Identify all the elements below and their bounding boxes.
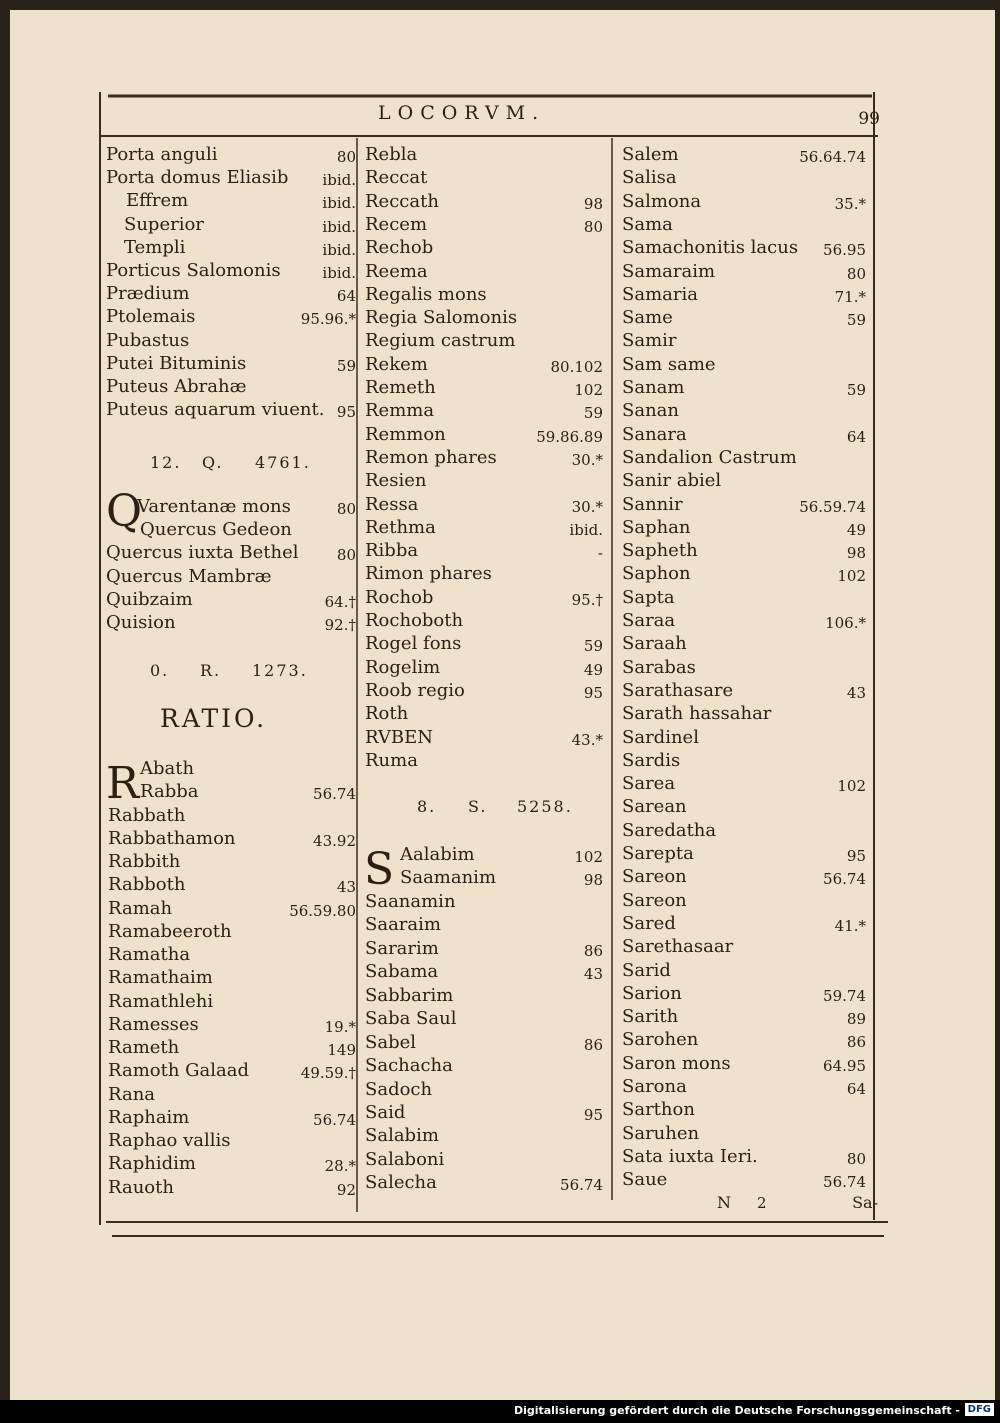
index-entry-name: Sanan xyxy=(622,400,679,421)
index-entry-name: Sarthon xyxy=(622,1099,695,1120)
signature-mark: N xyxy=(717,1193,731,1212)
index-entry-ref: 86 xyxy=(583,1036,603,1054)
index-entry-ref: ibid. xyxy=(322,241,356,259)
index-entry-ref: 102 xyxy=(574,848,603,866)
index-entry-name: Sarethasaar xyxy=(622,936,734,957)
index-entry-name: Quibzaim xyxy=(106,589,193,610)
index-entry-ref: 80.102 xyxy=(550,358,603,376)
index-entry-name: Rabbith xyxy=(108,851,181,872)
index-entry-name: Ruma xyxy=(365,750,418,771)
index-entry-ref: 149 xyxy=(327,1041,356,1059)
index-entry-ref: 56.74 xyxy=(823,1173,866,1191)
footer-credit: Digitalisierung gefördert durch die Deutsche Forschungsgemeinschaft - xyxy=(513,1404,960,1417)
index-entry-ref: 86 xyxy=(583,942,603,960)
section-q-count: 4761. xyxy=(255,453,311,472)
index-entry-name: Varentanæ mons xyxy=(137,496,291,517)
section-s-number: 8. xyxy=(417,797,437,816)
index-entry-name: Rochob xyxy=(365,587,434,608)
index-entry-ref: ibid. xyxy=(322,218,356,236)
index-entry-name: Sam same xyxy=(622,354,716,375)
index-entry-name: Porta anguli xyxy=(106,144,218,165)
index-entry-name: Remeth xyxy=(365,377,436,398)
section-r-number: 0. xyxy=(150,661,170,680)
index-entry-name: Sabel xyxy=(365,1032,416,1053)
index-entry-name: Rameth xyxy=(108,1037,180,1058)
index-entry-ref: 19.* xyxy=(324,1018,356,1036)
index-entry-name: Sarathasare xyxy=(622,680,734,701)
index-entry-name: Sarabas xyxy=(622,657,696,678)
index-entry-name: Sardis xyxy=(622,750,681,771)
index-entry-ref: 89 xyxy=(846,1010,866,1028)
index-entry-name: Sarona xyxy=(622,1076,687,1097)
index-entry-name: Rabboth xyxy=(108,874,186,895)
index-entry-name: Rimon phares xyxy=(365,563,492,584)
index-entry-name: Sandalion Castrum xyxy=(622,447,797,468)
index-entry-ref: 92.† xyxy=(324,616,356,634)
section-heading-ratio: RATIO. xyxy=(160,704,268,733)
index-entry-ref: 71.* xyxy=(834,288,866,306)
index-entry-name: Sannir xyxy=(622,494,683,515)
index-entry-name: Ramah xyxy=(108,898,173,919)
index-entry-name: Salmona xyxy=(622,191,702,212)
index-entry-name: Sarea xyxy=(622,773,676,794)
index-entry-name: Quercus iuxta Bethel xyxy=(106,542,299,563)
index-entry-ref: 43 xyxy=(583,965,603,983)
index-entry-ref: 95 xyxy=(583,684,603,702)
index-entry-name: Superior xyxy=(124,214,204,235)
index-entry-ref: 80 xyxy=(846,1150,866,1168)
index-entry-name: Ramesses xyxy=(108,1014,199,1035)
index-entry-name: Sabama xyxy=(365,961,439,982)
signature-number: 2 xyxy=(757,1194,767,1212)
index-entry-name: Rochoboth xyxy=(365,610,464,631)
index-entry-name: Samaria xyxy=(622,284,698,305)
index-entry-name: Quision xyxy=(106,612,176,633)
index-entry-ref: 95.† xyxy=(571,591,603,609)
index-entry-ref: 102 xyxy=(837,567,866,585)
section-q-number: 12. xyxy=(150,453,182,472)
index-entry-name: Sarith xyxy=(622,1006,679,1027)
index-entry-name: Recem xyxy=(365,214,428,235)
index-entry-name: Abath xyxy=(140,758,195,779)
index-entry-name: Puteus aquarum viuent. xyxy=(106,399,325,420)
index-entry-ref: 59.86.89 xyxy=(536,428,603,446)
index-entry-name: Saphan xyxy=(622,517,691,538)
index-entry-name: Saue xyxy=(622,1169,668,1190)
index-entry-ref: 80 xyxy=(336,148,356,166)
index-entry-name: Sarepta xyxy=(622,843,694,864)
index-entry-name: Salaboni xyxy=(365,1149,445,1170)
index-entry-name: Salem xyxy=(622,144,679,165)
index-entry-name: Sarean xyxy=(622,796,687,817)
page-number: 99 xyxy=(858,109,880,129)
index-entry-name: Rethma xyxy=(365,517,436,538)
index-entry-ref: 59 xyxy=(846,311,866,329)
index-entry-ref: 86 xyxy=(846,1033,866,1051)
index-entry-name: Reccat xyxy=(365,167,428,188)
index-entry-ref: 56.59.74 xyxy=(799,498,866,516)
index-entry-name: Ramabeeroth xyxy=(108,921,232,942)
index-entry-name: Saredatha xyxy=(622,820,717,841)
index-entry-name: Resien xyxy=(365,470,427,491)
index-entry-ref: 56.64.74 xyxy=(799,148,866,166)
index-entry-ref: 43.* xyxy=(571,731,603,749)
index-entry-ref: 49 xyxy=(583,661,603,679)
index-entry-name: Rabbath xyxy=(108,805,186,826)
index-entry-name: Saba Saul xyxy=(365,1008,457,1029)
index-entry-name: Roob regio xyxy=(365,680,465,701)
index-entry-ref: ibid. xyxy=(569,521,603,539)
index-entry-name: Sararim xyxy=(365,938,439,959)
index-entry-ref: 30.* xyxy=(571,451,603,469)
index-entry-ref: 64.95 xyxy=(823,1057,866,1075)
index-entry-ref: 64 xyxy=(846,1080,866,1098)
index-entry-ref: 28.* xyxy=(324,1157,356,1175)
index-entry-ref: 59.74 xyxy=(823,987,866,1005)
index-entry-name: Saruhen xyxy=(622,1123,700,1144)
index-entry-ref: 102 xyxy=(574,381,603,399)
index-entry-ref: 59 xyxy=(583,637,603,655)
index-entry-name: Rebla xyxy=(365,144,418,165)
index-entry-name: Samachonitis lacus xyxy=(622,237,799,258)
index-entry-name: Rabba xyxy=(140,781,199,802)
index-entry-name: Salabim xyxy=(365,1125,439,1146)
index-entry-ref: 43 xyxy=(336,878,356,896)
index-entry-name: Effrem xyxy=(126,190,189,211)
index-entry-name: Sanir abiel xyxy=(622,470,722,491)
index-entry-ref: 43.92 xyxy=(313,832,356,850)
index-entry-ref: ibid. xyxy=(322,194,356,212)
index-entry-name: Quercus Gedeon xyxy=(140,519,292,540)
index-entry-name: Sarion xyxy=(622,983,682,1004)
index-entry-ref: 56.74 xyxy=(823,870,866,888)
index-entry-ref: 59 xyxy=(336,357,356,375)
index-entry-name: Regium castrum xyxy=(365,330,516,351)
index-entry-ref: 98 xyxy=(583,195,603,213)
index-entry-name: Reccath xyxy=(365,191,439,212)
index-entry-name: Raphidim xyxy=(108,1153,196,1174)
index-entry-name: Sared xyxy=(622,913,676,934)
digitization-footer xyxy=(0,1400,1000,1423)
index-entry-name: Ramoth Galaad xyxy=(108,1060,250,1081)
index-entry-ref: 30.* xyxy=(571,498,603,516)
index-entry-name: Sanam xyxy=(622,377,685,398)
index-entry-name: Ptolemais xyxy=(106,306,196,327)
index-entry-name: Rogelim xyxy=(365,657,441,678)
index-entry-ref: 64.† xyxy=(324,593,356,611)
index-entry-name: Saraa xyxy=(622,610,676,631)
index-entry-name: Saaraim xyxy=(365,914,441,935)
section-s-letter: S. xyxy=(468,797,488,816)
index-entry-name: Rabbathamon xyxy=(108,828,236,849)
section-r-letter: R. xyxy=(200,661,222,680)
index-entry-ref: 98 xyxy=(583,871,603,889)
index-entry-name: Sardinel xyxy=(622,727,699,748)
index-entry-ref: 56.59.80 xyxy=(289,902,356,920)
index-entry-name: Sata iuxta Ieri. xyxy=(622,1146,758,1167)
index-entry-name: Reema xyxy=(365,261,428,282)
index-entry-name: Sareon xyxy=(622,890,687,911)
index-entry-name: Salecha xyxy=(365,1172,437,1193)
drop-cap-q: Q xyxy=(106,486,143,537)
index-entry-ref: 41.* xyxy=(834,917,866,935)
index-entry-name: Ramathlehi xyxy=(108,991,214,1012)
index-entry-ref: 80 xyxy=(846,265,866,283)
index-entry-ref: 64 xyxy=(336,287,356,305)
index-entry-name: Roth xyxy=(365,703,409,724)
index-entry-name: Sanara xyxy=(622,424,687,445)
index-entry-name: Rekem xyxy=(365,354,428,375)
index-entry-ref: 56.74 xyxy=(313,785,356,803)
index-entry-name: Saphon xyxy=(622,563,691,584)
index-entry-name: Porticus Salomonis xyxy=(106,260,281,281)
running-header: LOCORVM. xyxy=(378,102,546,124)
index-entry-name: Saraah xyxy=(622,633,687,654)
index-entry-name: Sabbarim xyxy=(365,985,454,1006)
section-r-count: 1273. xyxy=(252,661,308,680)
index-entry-name: Sarid xyxy=(622,960,671,981)
index-entry-ref: - xyxy=(597,544,603,562)
index-entry-ref: 95 xyxy=(846,847,866,865)
index-entry-name: Said xyxy=(365,1102,406,1123)
index-entry-name: Puteus Abrahæ xyxy=(106,376,247,397)
index-entry-name: Aalabim xyxy=(400,844,475,865)
index-entry-ref: 56.74 xyxy=(313,1111,356,1129)
index-entry-name: Porta domus Eliasib xyxy=(106,167,289,188)
index-entry-ref: 59 xyxy=(583,404,603,422)
index-entry-ref: 106.* xyxy=(825,614,866,632)
index-entry-name: Ressa xyxy=(365,494,419,515)
index-entry-name: Prædium xyxy=(106,283,190,304)
index-entry-name: RVBEN xyxy=(365,727,434,748)
index-entry-name: Remmon xyxy=(365,424,446,445)
section-s-count: 5258. xyxy=(517,797,573,816)
index-entry-name: Pubastus xyxy=(106,330,190,351)
index-entry-ref: ibid. xyxy=(322,264,356,282)
index-entry-name: Templi xyxy=(124,237,186,258)
index-entry-ref: 80 xyxy=(583,218,603,236)
index-entry-ref: 95 xyxy=(583,1106,603,1124)
index-entry-name: Raphaim xyxy=(108,1107,190,1128)
index-entry-ref: 43 xyxy=(846,684,866,702)
index-entry-name: Quercus Mambræ xyxy=(106,566,272,587)
index-entry-ref: 56.74 xyxy=(560,1176,603,1194)
index-entry-name: Regalis mons xyxy=(365,284,487,305)
index-entry-name: Remma xyxy=(365,400,435,421)
index-entry-name: Regia Salomonis xyxy=(365,307,518,328)
index-entry-ref: 102 xyxy=(837,777,866,795)
index-entry-name: Saron mons xyxy=(622,1053,731,1074)
index-entry-ref: 80 xyxy=(336,500,356,518)
index-entry-name: Salisa xyxy=(622,167,677,188)
index-entry-name: Rana xyxy=(108,1084,156,1105)
index-entry-name: Rauoth xyxy=(108,1177,174,1198)
drop-cap-r: R xyxy=(106,758,140,809)
index-entry-name: Rechob xyxy=(365,237,434,258)
index-entry-ref: 49.59.† xyxy=(300,1064,356,1082)
index-entry-ref: 35.* xyxy=(834,195,866,213)
catchword: Sa- xyxy=(852,1193,878,1212)
index-entry-ref: ibid. xyxy=(322,171,356,189)
index-entry-name: Same xyxy=(622,307,673,328)
index-entry-ref: 80 xyxy=(336,546,356,564)
index-entry-ref: 92 xyxy=(336,1181,356,1199)
index-entry-name: Samaraim xyxy=(622,261,716,282)
index-entry-name: Rogel fons xyxy=(365,633,462,654)
index-entry-name: Saanamin xyxy=(365,891,456,912)
index-entry-name: Samir xyxy=(622,330,677,351)
index-entry-ref: 64 xyxy=(846,428,866,446)
index-entry-name: Ramathaim xyxy=(108,967,213,988)
index-entry-name: Ramatha xyxy=(108,944,191,965)
index-entry-ref: 95 xyxy=(336,403,356,421)
index-entry-ref: 49 xyxy=(846,521,866,539)
section-q-letter: Q. xyxy=(202,453,224,472)
index-entry-name: Sachacha xyxy=(365,1055,453,1076)
dfg-logo: DFG xyxy=(965,1403,994,1416)
index-entry-ref: 56.95 xyxy=(823,241,866,259)
index-entry-name: Putei Bituminis xyxy=(106,353,247,374)
index-entry-name: Remon phares xyxy=(365,447,497,468)
index-entry-ref: 98 xyxy=(846,544,866,562)
index-entry-name: Sadoch xyxy=(365,1079,433,1100)
index-entry-name: Sapta xyxy=(622,587,675,608)
index-entry-name: Sama xyxy=(622,214,673,235)
index-entry-ref: 59 xyxy=(846,381,866,399)
index-entry-name: Sareon xyxy=(622,866,687,887)
book-page xyxy=(10,10,995,1400)
index-entry-name: Sapheth xyxy=(622,540,698,561)
index-entry-ref: 95.96.* xyxy=(300,310,356,328)
index-entry-name: Raphao vallis xyxy=(108,1130,231,1151)
index-entry-name: Saamanim xyxy=(400,867,497,888)
drop-cap-s: S xyxy=(364,844,395,895)
index-entry-name: Ribba xyxy=(365,540,419,561)
index-entry-name: Sarohen xyxy=(622,1029,699,1050)
index-entry-name: Sarath hassahar xyxy=(622,703,772,724)
